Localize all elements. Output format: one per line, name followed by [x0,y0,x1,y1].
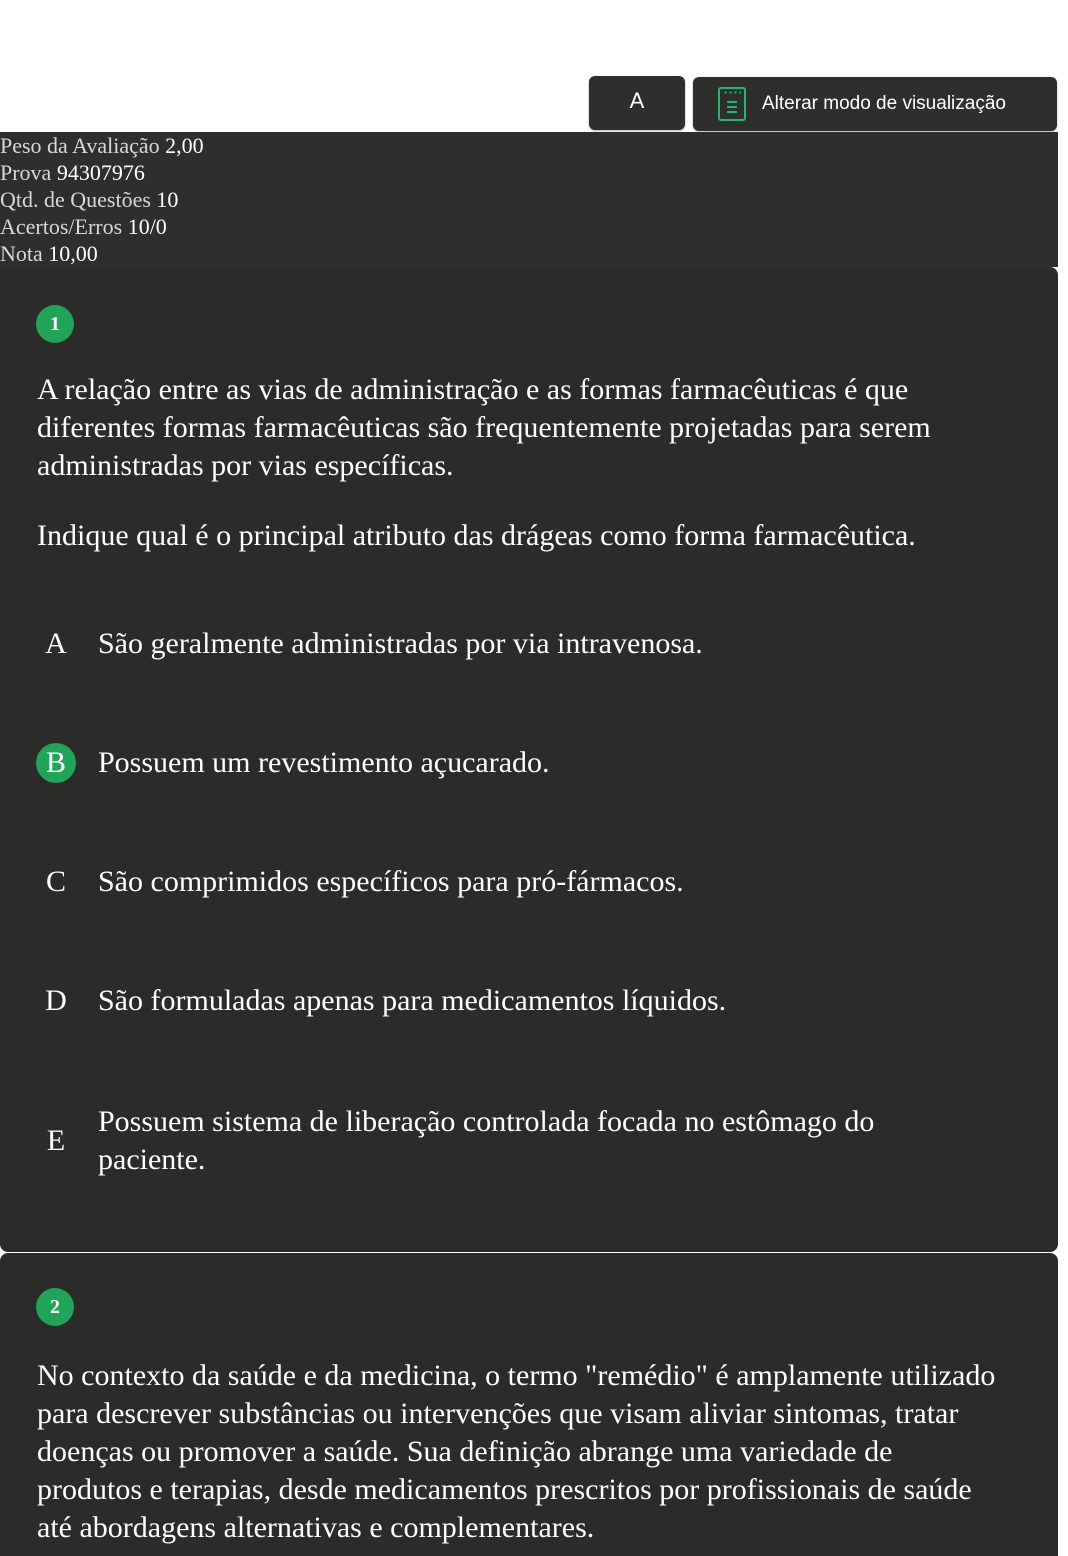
question-statement: No contexto da saúde e da medicina, o termo "remédio" é amplamente utilizado para descrever substâncias ou intervenções que visam aliviar sintomas, tratar doenças ou promover a saúde. Sua definição abrange uma variedade de produtos e terapias, desde medicamentos prescritos por profissionais de saúde até abordagens alternativas e complementares. [37,1359,996,1544]
question-number-badge: 1 [36,305,74,343]
summary-grade: Nota 10,00 [0,241,98,266]
change-view-mode-button[interactable] [693,77,1057,131]
option-letter: C [45,865,66,898]
top-toolbar [0,0,1068,132]
option-letter: E [46,1124,66,1157]
change-view-mode-label: Alterar modo de visualização [762,93,1006,114]
summary-hits-misses: Acertos/Erros 10/0 [0,214,167,239]
option-letter-correct: B [36,743,76,783]
question-card-2 [0,1253,1058,1556]
option-text: São comprimidos específicos para pró-fármacos. [98,865,684,898]
option-d[interactable] [36,981,996,1021]
exam-summary [0,132,1058,267]
option-letter: D [45,984,67,1017]
font-size-button[interactable]: A [589,76,685,130]
option-a[interactable] [36,624,996,664]
option-text: Possuem um revestimento açucarado. [98,746,550,779]
option-text: Possuem sistema de liberação controlada focada no estômago do paciente. [98,1105,875,1176]
option-text: São geralmente administradas por via intravenosa. [98,627,703,660]
option-c[interactable] [36,862,996,902]
summary-question-count: Qtd. de Questões 10 [0,187,179,212]
question-statement: A relação entre as vias de administração e as formas farmacêuticas é que diferentes formas farmacêuticas são frequentemente projetadas para serem administradas por vias específicas. Indique qual é o principal atributo das drágeas como forma farmacêutica. [37,373,931,552]
summary-weight: Peso da Avaliação 2,00 [0,133,204,158]
option-e[interactable] [36,1103,936,1179]
option-letter: A [45,627,67,660]
option-text: São formuladas apenas para medicamentos líquidos. [98,984,727,1017]
question-card-1 [0,267,1058,1252]
summary-exam-id: Prova 94307976 [0,160,145,185]
question-number-badge: 2 [36,1288,74,1326]
option-b[interactable] [36,743,996,783]
document-icon [718,87,746,121]
